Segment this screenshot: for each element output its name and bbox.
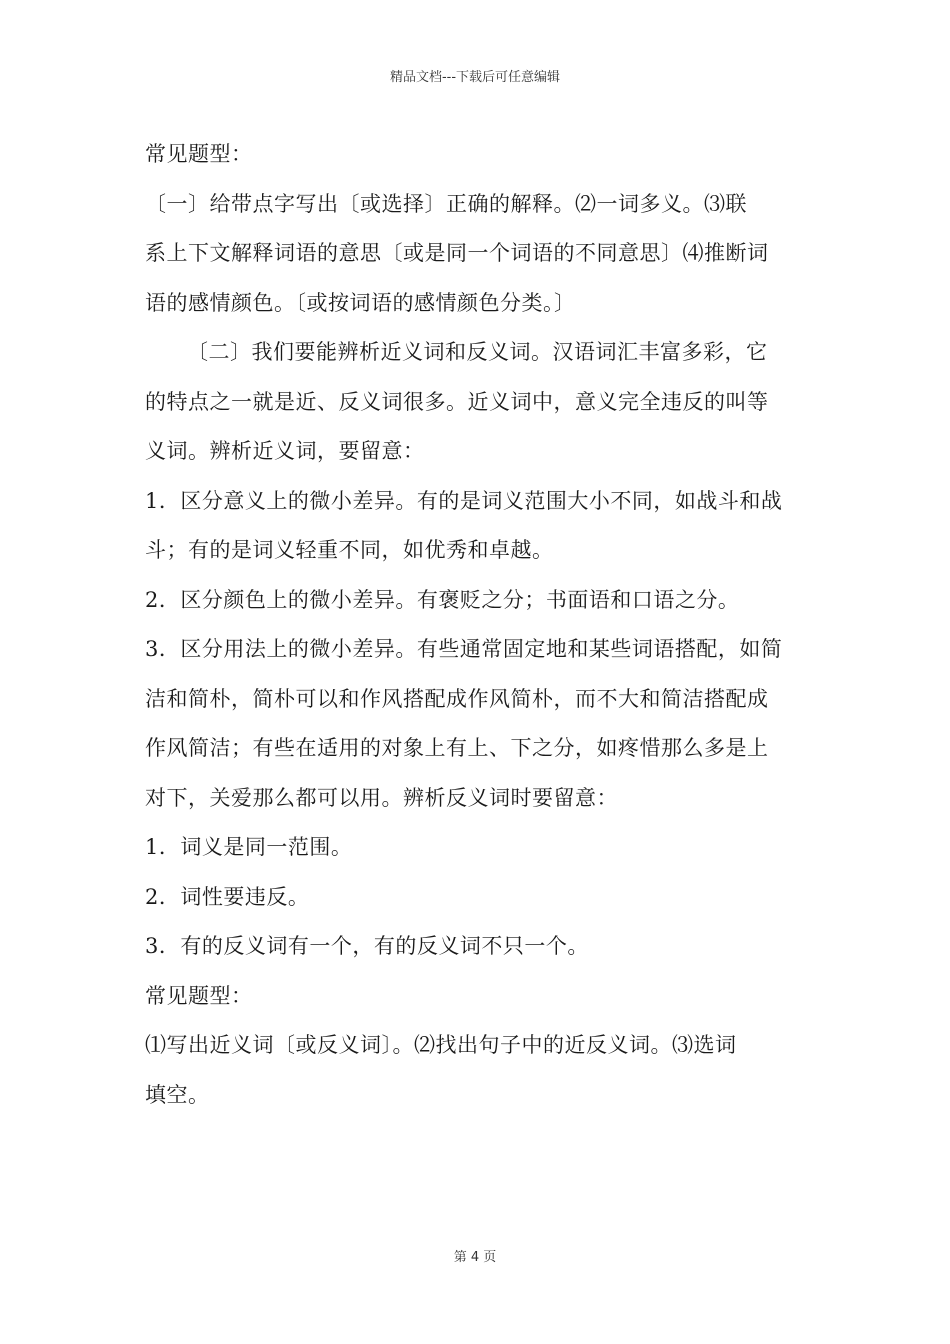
page-header: 精品文档---下载后可任意编辑	[389, 70, 561, 85]
document-body	[145, 130, 810, 1120]
page-number: 第 4 页	[453, 1250, 497, 1265]
text-line: 对下，关爱那么都可以用。辨析反义词时要留意：	[145, 785, 618, 810]
text-line: 义词。辨析近义词，要留意：	[145, 439, 425, 463]
text-line: 3．区分用法上的微小差异。有些通常固定地和某些词语搭配，如简	[145, 637, 783, 661]
text-line: 1．词义是同一范围。	[145, 835, 353, 859]
text-line: 1．区分意义上的微小差异。有的是词义范围大小不同，如战斗和战	[145, 488, 783, 513]
text-line: 填空。	[145, 1082, 210, 1107]
text-line: 常见题型：	[145, 983, 253, 1008]
text-line: 常见题型：	[145, 142, 253, 166]
text-line: 系上下文解释词语的意思〔或是同一个词语的不同意思〕⑷推断词	[145, 241, 769, 265]
text-line: 语的感情颜色。〔或按词语的感情颜色分类。〕	[145, 290, 576, 315]
text-line: 2．区分颜色上的微小差异。有褒贬之分；书面语和口语之分。	[145, 587, 740, 612]
text-line: 的特点之一就是近、反义词很多。近义词中，意义完全违反的叫等	[145, 389, 769, 414]
text-line: 〔一〕给带点字写出〔或选择〕正确的解释。⑵一词多义。⑶联	[145, 191, 747, 216]
text-line: 3．有的反义词有一个，有的反义词不只一个。	[145, 934, 589, 958]
text-line: 洁和简朴，简朴可以和作风搭配成作风简朴，而不大和简洁搭配成	[145, 686, 769, 711]
text-line: 〔二〕我们要能辨析近义词和反义词。汉语词汇丰富多彩，它	[187, 340, 768, 364]
text-line: 2．词性要违反。	[145, 884, 310, 909]
text-line: 斗；有的是词义轻重不同，如优秀和卓越。	[145, 538, 554, 562]
text-line: 作风简洁；有些在适用的对象上有上、下之分，如疼惜那么多是上	[145, 736, 769, 760]
text-line: ⑴写出近义词〔或反义词〕。⑵找出句子中的近反义词。⑶选词	[145, 1033, 737, 1057]
